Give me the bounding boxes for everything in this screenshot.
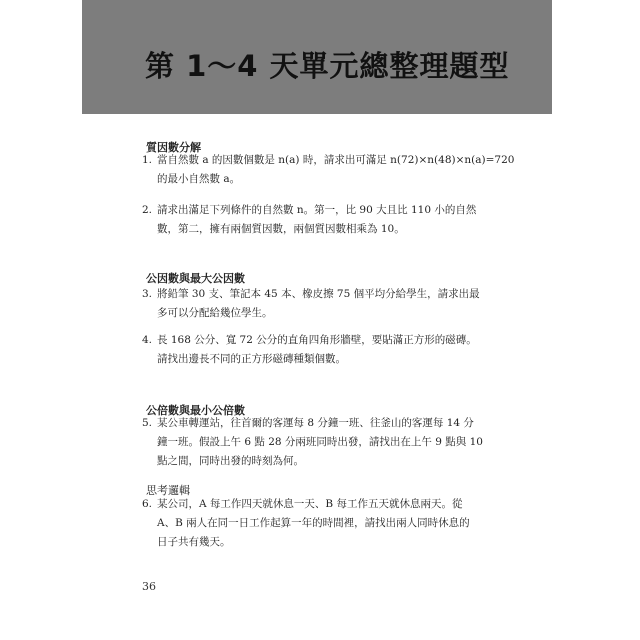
problem-number: 2. <box>142 204 153 216</box>
problem-line: 日子共有幾天。 <box>157 536 231 548</box>
problem-number: 6. <box>142 498 153 510</box>
problem-line: 將鉛筆 30 支、筆記本 45 本、橡皮擦 75 個平均分給學生，請求出最 <box>157 288 480 300</box>
problem-3 <box>142 285 502 323</box>
problem-line: 請求出滿足下列條件的自然數 n。第一，比 90 大且比 110 小的自然 <box>157 204 477 216</box>
section-heading-gcd: 公因數與最大公因數 <box>146 272 245 285</box>
problem-line: 某公車轉運站，往首爾的客運每 8 分鐘一班、往釜山的客運每 14 分 <box>157 417 474 429</box>
problem-line: 點之間，同時出發的時刻為何。 <box>157 455 304 467</box>
problem-line: 某公司，A 每工作四天就休息一天、B 每工作五天就休息兩天。從 <box>157 498 463 510</box>
book-page <box>82 0 552 640</box>
problem-number: 4. <box>142 334 153 346</box>
problem-line: 請找出邊長不同的正方形磁磚種類個數。 <box>157 353 346 365</box>
title-banner <box>82 0 552 114</box>
section-heading-logic: 思考邏輯 <box>146 484 190 497</box>
problem-line: 的最小自然數 a。 <box>157 173 241 185</box>
page-title: 第 1～4 天單元總整理題型 <box>145 49 510 83</box>
problem-number: 5. <box>142 417 153 429</box>
page-number: 36 <box>142 580 156 593</box>
problem-line: 數，第二，擁有兩個質因數，兩個質因數相乘為 10。 <box>157 223 405 235</box>
problem-4 <box>142 331 502 369</box>
problem-line: A、B 兩人在同一日工作起算一年的時間裡，請找出兩人同時休息的 <box>157 517 470 529</box>
problem-1 <box>142 151 515 189</box>
problem-6 <box>142 495 502 552</box>
problem-number: 1. <box>142 154 153 166</box>
problem-line: 鐘一班。假設上午 6 點 28 分兩班同時出發，請找出在上午 9 點與 10 <box>157 436 483 448</box>
section-heading-lcm: 公倍數與最小公倍數 <box>146 404 245 417</box>
problem-5 <box>142 414 502 471</box>
problem-line: 當自然數 a 的因數個數是 n(a) 時，請求出可滿足 n(72)×n(48)×n(a)=720 <box>157 154 515 166</box>
section-heading-prime-factorization: 質因數分解 <box>146 141 201 154</box>
problem-2 <box>142 201 502 239</box>
problem-number: 3. <box>142 288 153 300</box>
problem-line: 長 168 公分、寬 72 公分的直角四角形牆壁，要貼滿正方形的磁磚。 <box>157 334 477 346</box>
problem-line: 多可以分配給幾位學生。 <box>157 307 273 319</box>
